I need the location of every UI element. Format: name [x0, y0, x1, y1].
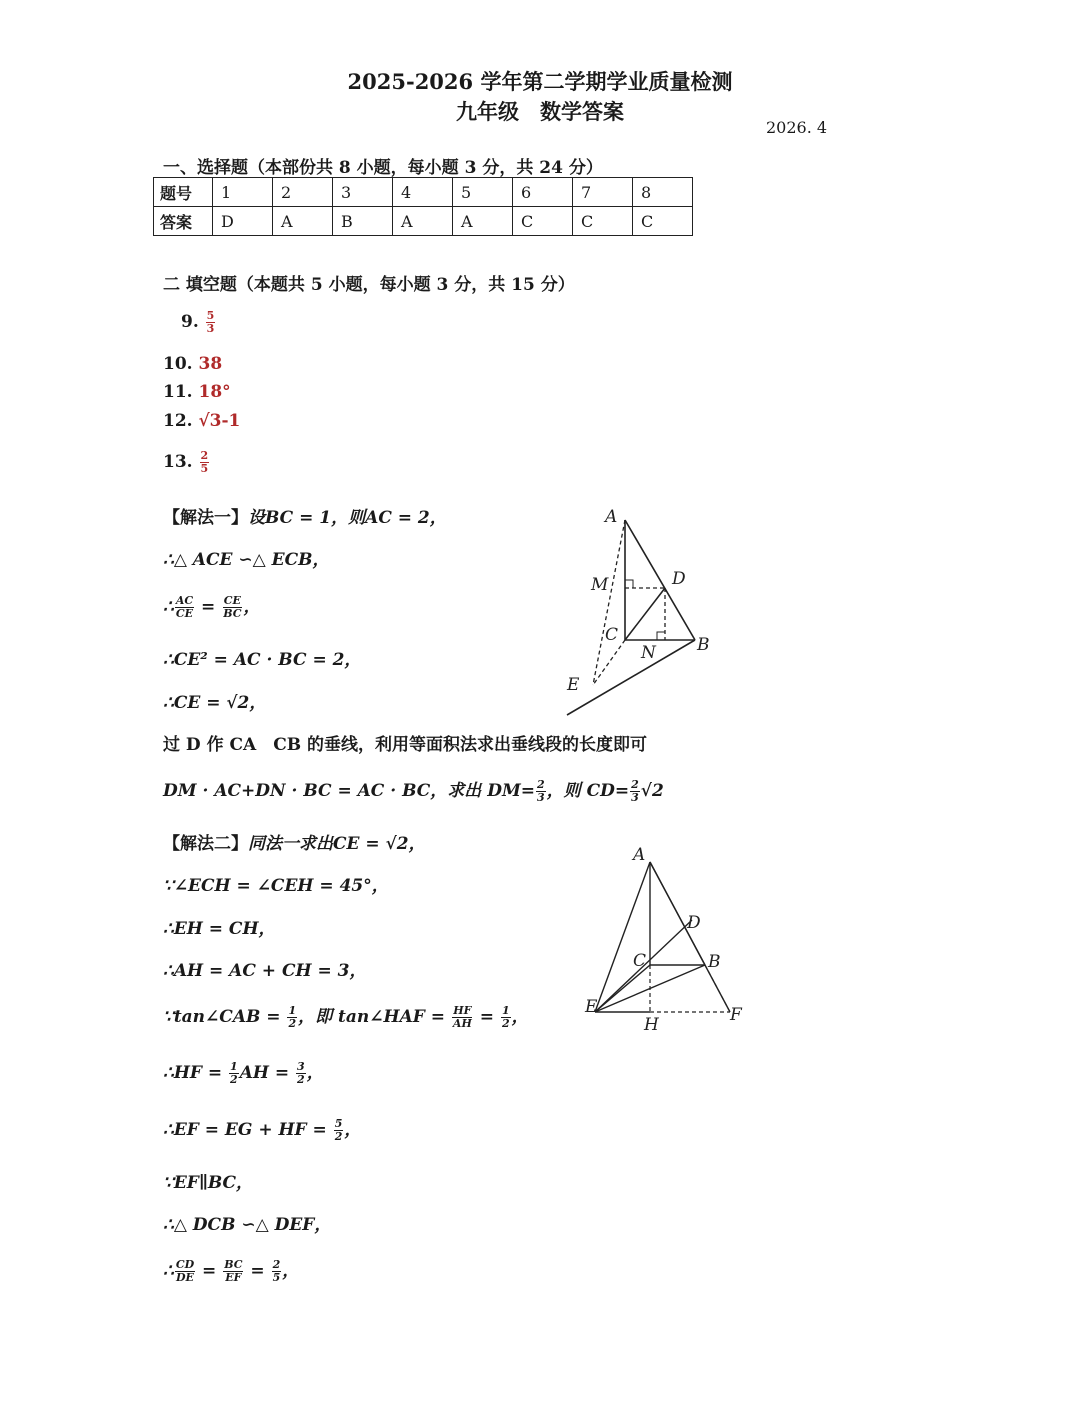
table-cell: C	[573, 207, 633, 236]
frac-den: DE	[176, 1271, 194, 1284]
figure2-diagram	[575, 840, 755, 1040]
method1-line4: ∴CE² = AC · BC = 2，	[163, 650, 362, 670]
text: √2	[640, 781, 664, 801]
label-C: C	[605, 625, 619, 645]
table-row	[154, 178, 693, 207]
fraction	[334, 1118, 344, 1143]
text: ∴HF =	[163, 1063, 223, 1083]
fraction	[272, 1259, 282, 1284]
table-cell: B	[333, 207, 393, 236]
text: ，即 tan∠HAF =	[298, 1007, 445, 1027]
method2-line10	[163, 1256, 299, 1284]
frac-num: 2	[537, 778, 545, 791]
segment-AE	[595, 862, 650, 1012]
method2-line4: ∴AH = AC + CH = 3，	[163, 961, 367, 981]
q13-label: 13.	[163, 452, 193, 472]
fraction	[536, 779, 546, 804]
q11-answer: 18°	[198, 382, 231, 402]
frac-den: 3	[631, 791, 639, 804]
table-cell: 7	[573, 178, 633, 207]
q13-fraction	[200, 450, 210, 475]
table-cell: C	[633, 207, 693, 236]
segment-AF	[650, 862, 730, 1012]
equals: =	[479, 1007, 495, 1027]
table-cell: 3	[333, 178, 393, 207]
text: DM · AC+DN · BC = AC · BC，求出 DM=	[163, 781, 536, 801]
method1-line5: ∴CE = √2，	[163, 693, 267, 713]
method1-line7	[163, 776, 664, 804]
table-cell: A	[273, 207, 333, 236]
fraction	[175, 595, 194, 620]
label-F: F	[730, 1005, 742, 1025]
section1-heading: 一、选择题（本部份共 8 小题，每小题 3 分，共 24 分）	[163, 158, 603, 178]
section2-heading: 二 填空题（本题共 5 小题，每小题 3 分，共 15 分）	[163, 275, 575, 295]
method2-title: 【解法二】	[163, 834, 248, 854]
q11	[163, 382, 231, 402]
frac-num: 1	[288, 1004, 297, 1017]
page-subtitle: 九年级 数学答案	[456, 99, 624, 124]
frac-den: 5	[272, 1271, 281, 1284]
table-cell: 8	[633, 178, 693, 207]
label-E: E	[585, 997, 598, 1017]
punct: ，	[306, 1063, 324, 1083]
figure1-diagram	[555, 500, 725, 725]
frac-den: 3	[537, 791, 545, 804]
frac-num: 1	[230, 1060, 238, 1073]
label-D: D	[672, 569, 686, 589]
row-header-label: 题号	[154, 178, 213, 207]
punct: ，	[243, 597, 261, 617]
q10	[163, 354, 222, 374]
frac-num: 2	[631, 778, 639, 791]
equals: =	[201, 597, 216, 617]
label-B: B	[697, 635, 710, 655]
frac-den: AH	[452, 1017, 472, 1030]
label-H: H	[644, 1015, 659, 1035]
q10-label: 10.	[163, 354, 193, 374]
row-answer-label: 答案	[154, 207, 213, 236]
fraction	[223, 1259, 243, 1284]
table-cell: A	[393, 207, 453, 236]
label-E: E	[567, 675, 580, 695]
q13-den: 5	[200, 462, 209, 475]
segment-AE	[593, 520, 625, 685]
frac-den: CE	[175, 607, 194, 620]
frac-num: CD	[175, 1258, 195, 1271]
fraction	[175, 1259, 195, 1284]
table-cell: 5	[453, 178, 513, 207]
label-N: N	[641, 643, 656, 663]
table-cell: 1	[213, 178, 273, 207]
table-cell: 4	[393, 178, 453, 207]
frac-den: 2	[334, 1130, 343, 1143]
therefore-symbol: ∴	[163, 597, 174, 617]
q9-den: 3	[206, 322, 215, 335]
label-B: B	[708, 952, 721, 972]
method2-text: 同法一求出CE = √2，	[248, 834, 426, 854]
frac-den: 2	[297, 1073, 305, 1086]
segment-CE	[593, 640, 625, 685]
right-angle-mark	[625, 580, 633, 588]
frac-den: 2	[230, 1073, 238, 1086]
fraction	[222, 595, 242, 620]
q12	[163, 411, 240, 431]
text: ，则 CD=	[546, 781, 630, 801]
punct: ，	[511, 1007, 529, 1027]
text: ∵tan∠CAB =	[163, 1007, 281, 1027]
method2-line3: ∴EH = CH，	[163, 919, 276, 939]
right-angle-mark	[657, 632, 665, 640]
method2-line6	[163, 1058, 324, 1086]
table-cell: A	[453, 207, 513, 236]
table-cell: C	[513, 207, 573, 236]
segment-BE-extended	[567, 640, 695, 715]
frac-num: HF	[453, 1004, 472, 1017]
q11-label: 11.	[163, 382, 193, 402]
therefore-symbol: ∴	[163, 1261, 174, 1281]
frac-den: EF	[225, 1271, 242, 1284]
frac-den: 2	[501, 1017, 510, 1030]
answer-table	[153, 177, 693, 236]
text: AH =	[239, 1063, 290, 1083]
method2-line7	[163, 1115, 361, 1143]
frac-num: BC	[224, 1258, 243, 1271]
q10-answer: 38	[198, 354, 223, 374]
method2-line9: ∴△ DCB ∽△ DEF，	[163, 1215, 332, 1235]
table-cell: 2	[273, 178, 333, 207]
method2-line5	[163, 1002, 529, 1030]
label-A: A	[633, 845, 646, 865]
q12-label: 12.	[163, 411, 193, 431]
method2-line8: ∵EF∥BC，	[163, 1173, 254, 1193]
punct: ，	[344, 1120, 362, 1140]
frac-num: 3	[297, 1060, 305, 1073]
method2-line2: ∵∠ECH = ∠CEH = 45°，	[163, 876, 389, 896]
label-A: A	[605, 507, 618, 527]
fraction	[501, 1005, 511, 1030]
frac-den: 2	[288, 1017, 297, 1030]
label-D: D	[687, 913, 701, 933]
table-cell: D	[213, 207, 273, 236]
punct: ，	[282, 1261, 300, 1281]
date: 2026. 4	[766, 118, 828, 137]
q12-answer: √3-1	[198, 411, 241, 431]
frac-num: 1	[501, 1004, 510, 1017]
fraction	[452, 1005, 473, 1030]
method1-line1	[163, 503, 447, 528]
fraction	[296, 1061, 306, 1086]
page-title: 2025-2026 学年第二学期学业质量检测	[347, 69, 733, 94]
q9	[181, 310, 216, 335]
fraction	[287, 1005, 297, 1030]
frac-num: CE	[223, 594, 241, 607]
q13	[163, 450, 210, 475]
table-cell: 6	[513, 178, 573, 207]
method1-line2: ∴△ ACE ∽△ ECB，	[163, 550, 330, 570]
frac-num: 2	[272, 1258, 281, 1271]
fraction	[630, 779, 640, 804]
equals: =	[202, 1261, 217, 1281]
fraction	[229, 1061, 239, 1086]
q13-num: 2	[200, 449, 209, 462]
q9-fraction	[206, 310, 216, 335]
q9-label: 9.	[181, 312, 199, 332]
equals: =	[250, 1261, 265, 1281]
method2-line1	[163, 829, 426, 854]
q9-num: 5	[206, 309, 215, 322]
frac-num: 5	[334, 1117, 343, 1130]
method1-line3	[163, 592, 260, 620]
frac-num: AC	[175, 594, 194, 607]
method1-line6: 过 D 作 CA CB 的垂线，利用等面积法求出垂线段的长度即可	[163, 735, 648, 755]
method1-title: 【解法一】	[163, 508, 248, 528]
label-C: C	[633, 951, 647, 971]
text: ∴EF = EG + HF =	[163, 1120, 327, 1140]
method1-text: 设BC = 1，则AC = 2，	[248, 508, 447, 528]
table-row	[154, 207, 693, 236]
label-M: M	[591, 575, 609, 595]
frac-den: BC	[223, 607, 242, 620]
